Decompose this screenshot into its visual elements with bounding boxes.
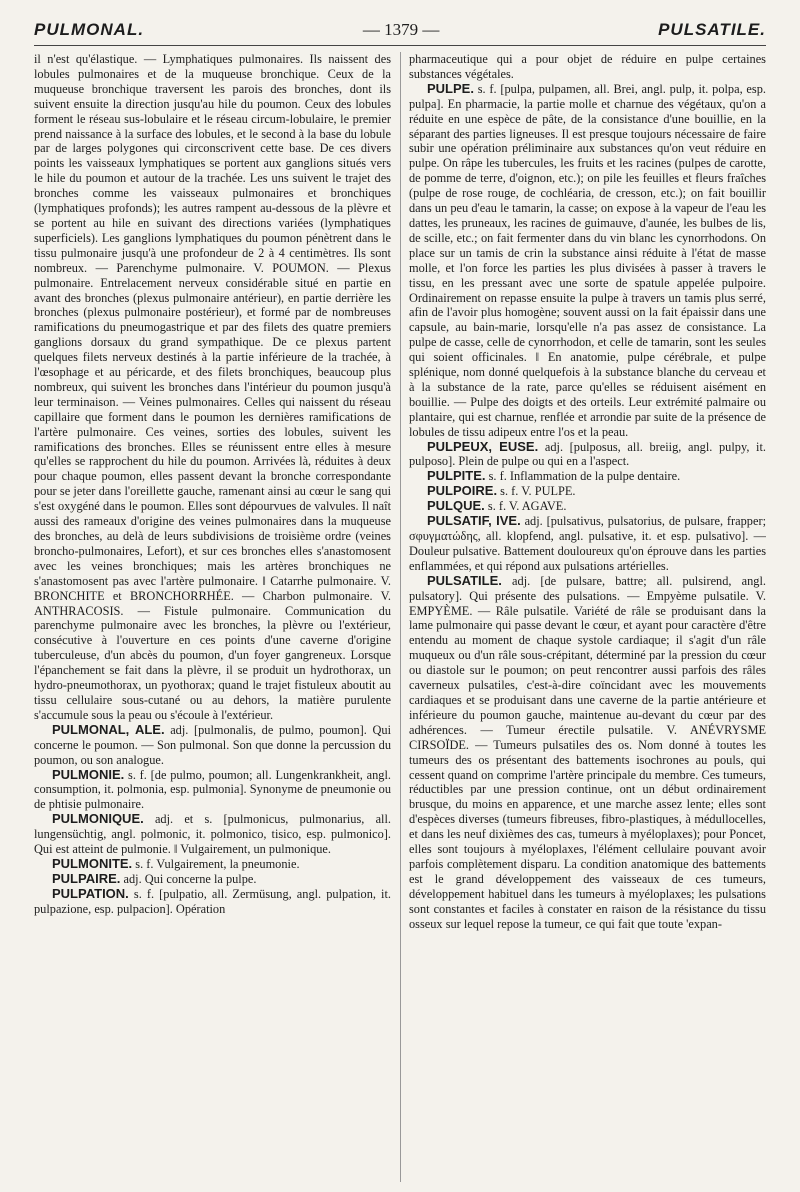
entry-body: s. f. [pulpa, pulpamen, all. Brei, angl. pulp, it. polpa, esp. pulpa]. En pharmacie, la partie molle et charnue des végétaux, qu'on a réduite en une espèce de pâte, de la consistance d'une bouillie, en la séparant des parties ligneuses. Il est presque toujours nécessaire de faire subir une opération préliminaire aux substances qu'on veut réduire en pulpe. On râpe les tubercules, les fruits et les racines (pulpes de carotte, de pomme de terre, d'oignon, etc.); on pile les feuilles et fleurs fraîches (pulpe de rose rouge, de cochléaria, de cresson, etc.); on fait bouillir dans un peu d'eau le tamarin, la casse; on expose à la vapeur de l'eau les dattes, les pruneaux, les racines de guimauve, d'aunée, les bulbes de lis, de scille, etc.; on fait fermenter dans du vin blanc les cynorrhodons. On place sur un tamis de crin la substance ainsi réduite à l'état de masse molle, et l'on force les parties les plus divisées à passer à travers le tissu, en les pressant avec une sorte de spatule appelée pulpoire. Ordinairement on repasse ensuite la pulpe à travers un tamis plus serré, afin de l'avoir plus homogène; souvent aussi on la fait épaissir dans une capsule, au bain-marie, lorsqu'elle n'a pas assez de consistance. La pulpe de casse, celle de cynorrhodon, et celle de tamarin, sont les seules qui soient officinales. ‖ En anatomie, pulpe cérébrale, et pulpe splénique, nom donné quelquefois à la substance blanche du cerveau et à la substance de la rate, parce qu'elles se réduisent aisément en bouillie. — Pulpe des doigts et des orteils. Leur extrémité palmaire ou plantaire, qui est charnue, renflée et arrondie par suite de la présence de lobules de tissu adipeux entre l'os et la peau. [409, 81, 766, 439]
entry-continuation [34, 52, 391, 723]
entry-body: adj. et s. [pulmonicus, pulmonarius, all. lungensüchtig, angl. polmonic, it. polmonico, tisico, esp. pulmonico]. Qui est atteint de pulmonie. ‖ Vulgairement, un pulmonique. [34, 812, 391, 857]
entry-body: adj. [pulmonalis, de pulmo, poumon]. Qui concerne le poumon. — Son pulmonal. Son que donne la percussion du poumon, ou son analogue. [34, 722, 391, 767]
entry-headword: PULQUE. [427, 498, 485, 514]
entry-body: s. f. V. PULPE. [500, 484, 576, 499]
dictionary-entry [409, 484, 766, 499]
entry-body: s. f. [de pulmo, poumon; all. Lungenkrankheit, angl. consumption, it. polmonia, esp. pulmonia]. Synonyme de pneumonie ou de phtisie pulmonaire. [34, 767, 391, 812]
dictionary-entry [34, 723, 391, 768]
running-header [34, 20, 766, 46]
dictionary-entry [34, 887, 391, 917]
entry-body: adj. [de pulsare, battre; all. pulsirend, angl. pulsatory]. Qui présente des pulsations. — Empyème pulsatile. V. EMPYÈME. — Râle pulsatile. Variété de râle se produisant dans la lame pulmonaire qui passe devant le cœur, et ayant pour caractère d'être entendu au moment de chaque systole cardiaque; il s'agit d'un râle muqueux ou d'un râle sous-crépitant, déterminé par la pression du cœur ou diastole sur le poumon; on peut rencontrer aussi parfois des râles caverneux pulsatiles, c'est-à-dire coïncidant avec les mouvements cardiaques et se produisant dans une caverne de la partie antérieure et inférieure du poumon gauche, maintenue au-devant du cœur par des adhérences. — Tumeur érectile pulsatile. V. ANÉVRYSME CIRSOÏDE. — Tumeurs pulsatiles des os. Nom donné à toutes les tumeurs des os présentant des battements isochrones au pouls, qui cessent quand on comprime l'artère principale du membre. Ces tumeurs, réductibles par une pression continue, ont un début ordinairement brusque, du moins en apparence, et une marche assez lente; elles sont d'espèces diverses (tumeurs fibreuses, fibro-plastiques, à médullocelles, et dans les neuf dixièmes des cas, tumeurs à myéloplaxes); pour Poncet, elles sont toujours à myéloplaxes, l'élément cellulaire pouvant avoir parfois complètement disparu. La condition anatomique des battements est le grand développement des vaisseaux de ces tumeurs, développement habituel dans les tumeurs à myéloplaxes; les pulsations sont constantes et faciles à constater en raison de la résistance du tissu osseux sur lequel repose la tumeur, ce qui fait que toute 'expan- [409, 573, 766, 931]
dictionary-entry [409, 440, 766, 470]
header-left-headword: PULMONAL. [34, 20, 145, 39]
entry-headword: PULPAIRE. [52, 870, 121, 886]
header-right-headword: PULSATILE. [658, 20, 766, 39]
entry-headword: PULMONIE. [52, 766, 125, 782]
entry-body: s. f. Inflammation de la pulpe dentaire. [488, 469, 681, 484]
entry-headword: PULPE. [427, 80, 474, 96]
entry-body: s. f. V. AGAVE. [487, 499, 567, 514]
entry-body: pharmaceutique qui a pour objet de réduire en pulpe certaines substances végétales. [409, 52, 766, 81]
entry-body: il n'est qu'élastique. — Lymphatiques pulmonaires. Ils naissent des lobules pulmonaires et de la muqueuse bronchique. Ceux de la muqueuse bronchique traversent les parois des bronches, dont ils suivent ensuite la direction jusqu'au hile du poumon. Ceux des lobules forment le réseau sus-lobulaire et le réseau circum-lobulaire, le premier prend naissance à la surface des lobules, et le second à la base du lobule par de larges polygones qui circonscrivent cette base. De ces divers points les vaisseaux lymphatiques se portent aux ganglions situés vers le hile du poumon et autour de la trachée. Les uns suivent le trajet des bronches comme les vaisseaux pulmonaires et bronchiques (lymphatiques profonds); les autres rampent au-dessous de la plèvre et se portent au hile en suivant des directions variées (lymphatiques superficiels). Les ganglions lymphatiques du poumon pénètrent dans le tissu pulmonaire jusqu'à une profondeur de 2 à 4 centimètres. Ils sont nombreux. — Parenchyme pulmonaire. V. POUMON. — Plexus pulmonaire. Entrelacement nerveux considérable situé en partie en avant des bronches (plexus pulmonaire antérieur), en partie derrière les bronches (plexus pulmonaire postérieur), et formé par de nombreuses ramifications du pneumogastrique et par des filets des quatre premiers ganglions dorsaux du grand sympathique. De ce plexus partent quelques filets nerveux destinés à la partie inférieure de la trachée, à l'œsophage et au péricarde, et des filets bronchiques, beaucoup plus nombreux, qui suivent les bronches dans l'intérieur du poumon jusqu'à leur terminaison. — Veines pulmonaires. Celles qui naissent du réseau capillaire que forment dans le poumon les dernières ramifications de l'artère pulmonaire. Ces veines, sorties des lobules, suivent les ramifications des bronches. Elles se réunissent entre elles à mesure qu'elles se rapprochent du hile du poumon. Arrivées là, réduites à deux pour chaque poumon, elles passent devant la bronche correspondante pour se jeter dans l'oreillette gauche, ramenant ainsi au cœur le sang qui s'est oxygéné dans le poumon. Elles sont dépourvues de valvules. Il naît aussi des rameaux d'origine des veines pulmonaires dans la muqueuse des bronches, au delà de leurs subdivisions de troisième ordre (veines broncho-pulmonaires, Lefort), et sur ces bronches elles s'anastomosent avec les veines bronchiques; mais les artères bronchiques ne s'anastomosent pas avec l'artère pulmonaire. ‖ Catarrhe pulmonaire. V. BRONCHITE et BRONCHORRHÉE. — Charbon pulmonaire. V. ANTHRACOSIS. — Fistule pulmonaire. Communication du parenchyme pulmonaire avec les bronches, la plèvre ou l'extérieur, consécutive à l'ouverture en ces points d'une caverne d'origine tuberculeuse, d'un abcès du poumon, d'un foyer gangreneux. Lorsque l'épanchement se fait dans la plèvre, il se produit un hydrothorax, un hydro-pneumothorax, un pyothorax; quand le trajet fistuleux aboutit au tissu cellulaire sous-cutané ou au dehors, la matière purulente s'accumule sous la peau ou s'écoule à l'extérieur. [34, 52, 391, 722]
entry-body: adj. Qui concerne la pulpe. [123, 871, 257, 886]
right-column [409, 52, 766, 1182]
entry-headword: PULMONAL, ALE. [52, 721, 165, 737]
entry-headword: PULMONIQUE. [52, 811, 144, 827]
text-columns [34, 52, 766, 1182]
entry-headword: PULPEUX, EUSE. [427, 438, 539, 454]
dictionary-entry [409, 574, 766, 932]
dictionary-entry [34, 872, 391, 887]
left-column [34, 52, 391, 1182]
entry-body: s. f. Vulgairement, la pneumonie. [135, 856, 300, 871]
entry-body: adj. [pulsativus, pulsatorius, de pulsare, frapper; σφυγματώδης, all. klopfend, angl. pulsative, it. et esp. pulsativo]. — Douleur pulsative. Battement douloureux qu'on éprouve dans les parties enflammées, et qui répond aux pulsations artérielles. [409, 514, 766, 573]
dictionary-entry [409, 499, 766, 514]
entry-continuation [409, 52, 766, 82]
dictionary-entry [409, 514, 766, 574]
page-number: — 1379 — [362, 20, 440, 39]
dictionary-entry [409, 469, 766, 484]
entry-body: s. f. [pulpatio, all. Zermüsung, angl. pulpation, it. pulpazione, esp. pulpacion]. Opération [34, 886, 391, 916]
dictionary-entry [409, 82, 766, 440]
entry-body: adj. [pulposus, all. breiig, angl. pulpy, it. pulposo]. Plein de pulpe ou qui en a l'aspect. [409, 439, 766, 469]
entry-headword: PULSATILE. [427, 572, 502, 588]
dictionary-entry [34, 857, 391, 872]
entry-headword: PULSATIF, IVE. [427, 513, 521, 529]
entry-headword: PULMONITE. [52, 855, 133, 871]
dictionary-entry [34, 768, 391, 813]
entry-headword: PULPOIRE. [427, 483, 498, 499]
dictionary-entry [34, 812, 391, 857]
entry-headword: PULPITE. [427, 468, 486, 484]
entry-headword: PULPATION. [52, 885, 129, 901]
